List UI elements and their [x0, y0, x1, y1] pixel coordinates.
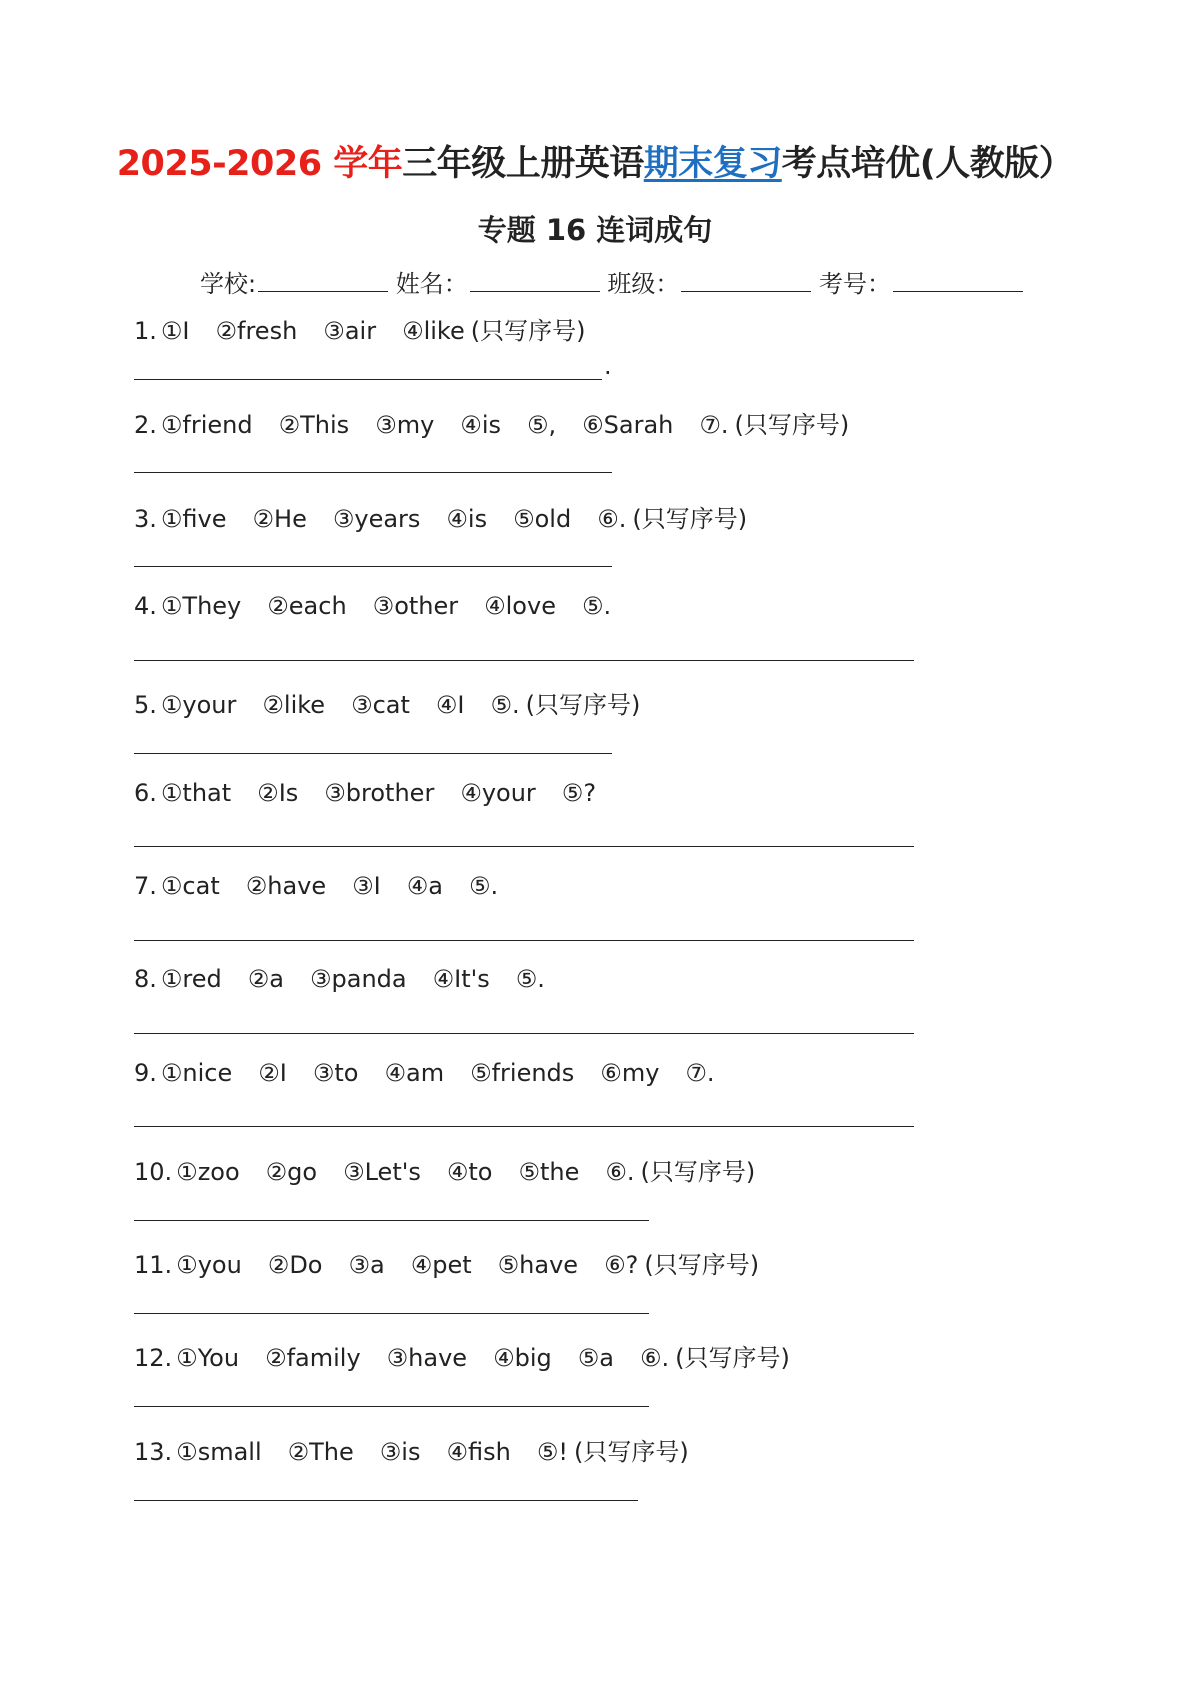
word-option: ①I [160, 317, 190, 345]
title-grade: 三年级上册英语 [402, 144, 644, 184]
instruction-note: (只写序号) [470, 317, 586, 345]
word-option: ③brother [324, 779, 435, 807]
word-option: ②He [252, 505, 307, 533]
question-12 [134, 1338, 790, 1373]
title-year: 2025-2026 学年 [116, 144, 403, 184]
word-option: ④big [493, 1344, 552, 1372]
word-option: ④to [446, 1158, 493, 1186]
word-option: ⑥? [604, 1251, 639, 1279]
answer-line[interactable] [134, 1126, 914, 1127]
word-option: ③have [386, 1344, 468, 1372]
instruction-note: (只写序号) [573, 1438, 689, 1466]
word-option: ⑤have [497, 1251, 579, 1279]
answer-line[interactable] [134, 1500, 638, 1501]
word-option: ①five [160, 505, 227, 533]
exam-number-label: 考号： [819, 270, 892, 298]
word-option: ⑤a [577, 1344, 614, 1372]
title-review-link[interactable]: 期末复习 [643, 144, 782, 184]
word-option: ②Do [267, 1251, 323, 1279]
word-option: ②This [278, 411, 350, 439]
word-option: ③to [312, 1059, 359, 1087]
word-option: ⑦. [699, 411, 729, 439]
word-option: ⑦. [685, 1059, 715, 1087]
word-option: ①You [176, 1344, 240, 1372]
word-option: ②The [287, 1438, 354, 1466]
word-option: ⑥my [600, 1059, 660, 1087]
word-option: ①you [176, 1251, 242, 1279]
answer-line[interactable] [134, 660, 914, 661]
question-3 [134, 499, 747, 534]
word-option: ②have [245, 872, 327, 900]
word-option: ②a [247, 965, 284, 993]
word-option: ④fish [446, 1438, 511, 1466]
question-number: 4. [134, 592, 157, 620]
word-option: ②each [267, 592, 347, 620]
question-number: 11. [134, 1251, 173, 1279]
word-option: ③cat [351, 691, 410, 719]
school-blank[interactable] [258, 271, 388, 292]
word-option: ③I [352, 872, 381, 900]
word-option: ③a [348, 1251, 385, 1279]
answer-line[interactable] [134, 566, 612, 567]
word-option: ②family [265, 1344, 361, 1372]
question-number: 13. [134, 1438, 173, 1466]
question-5 [134, 685, 640, 720]
word-option: ④I [435, 691, 465, 719]
word-option: ⑥Sarah [582, 411, 674, 439]
word-option: ③is [379, 1438, 421, 1466]
word-option: ⑤the [518, 1158, 580, 1186]
word-option: ①friend [160, 411, 253, 439]
answer-line[interactable] [134, 472, 612, 473]
answer-line[interactable] [134, 1033, 914, 1034]
word-option: ④It's [432, 965, 490, 993]
question-11 [134, 1245, 759, 1280]
word-option: ②fresh [215, 317, 298, 345]
word-option: ⑤. [468, 872, 499, 900]
question-number: 6. [134, 779, 157, 807]
question-9 [134, 1059, 737, 1087]
word-option: ⑤! [536, 1438, 568, 1466]
word-option: ④a [406, 872, 443, 900]
question-number: 12. [134, 1344, 173, 1372]
answer-line-period: . [604, 352, 612, 380]
question-4 [134, 592, 633, 620]
word-option: ⑤. [490, 691, 520, 719]
word-option: ①zoo [176, 1158, 240, 1186]
word-option: ④love [484, 592, 556, 620]
instruction-note: (只写序号) [734, 411, 850, 439]
question-1 [134, 311, 585, 346]
answer-line[interactable] [134, 846, 914, 847]
word-option: ④pet [410, 1251, 472, 1279]
word-option: ③my [375, 411, 435, 439]
word-option: ③air [323, 317, 377, 345]
word-option: ④is [460, 411, 501, 439]
exam-number-blank[interactable] [893, 271, 1023, 292]
page-title [0, 136, 1190, 186]
class-label: 班级： [607, 270, 680, 298]
word-option: ①They [160, 592, 242, 620]
word-option: ④your [460, 779, 536, 807]
question-number: 7. [134, 872, 157, 900]
question-10 [134, 1152, 755, 1187]
instruction-note: (只写序号) [640, 1158, 756, 1186]
word-option: ②like [262, 691, 326, 719]
word-option: ⑤. [581, 592, 612, 620]
word-option: ②I [258, 1059, 287, 1087]
question-6 [134, 779, 618, 807]
word-option: ④is [446, 505, 488, 533]
word-option: ②Is [257, 779, 299, 807]
question-number: 8. [134, 965, 157, 993]
instruction-note: (只写序号) [675, 1344, 790, 1372]
instruction-note: (只写序号) [632, 505, 748, 533]
title-edition: 考点培优(人教版） [781, 144, 1074, 184]
name-blank[interactable] [470, 271, 600, 292]
word-option: ②go [265, 1158, 318, 1186]
word-option: ④like [402, 317, 465, 345]
word-option: ①small [176, 1438, 262, 1466]
question-7 [134, 872, 520, 900]
question-number: 5. [134, 691, 157, 719]
question-2 [134, 405, 849, 440]
word-option: ①cat [160, 872, 220, 900]
word-option: ⑤, [526, 411, 557, 439]
word-option: ⑥. [605, 1158, 635, 1186]
answer-line[interactable] [134, 1313, 649, 1314]
word-option: ⑤? [561, 779, 597, 807]
answer-line[interactable] [134, 940, 914, 941]
answer-line[interactable] [134, 379, 602, 380]
question-number: 3. [134, 505, 157, 533]
instruction-note: (只写序号) [525, 691, 641, 719]
word-option: ④am [384, 1059, 445, 1087]
word-option: ③other [372, 592, 459, 620]
word-option: ①your [160, 691, 237, 719]
word-option: ③years [332, 505, 421, 533]
question-number: 1. [134, 317, 157, 345]
answer-line[interactable] [134, 753, 612, 754]
page-subtitle: 专题 16 连词成句 [477, 213, 713, 247]
question-8 [134, 965, 567, 993]
word-option: ⑥. [597, 505, 627, 533]
question-number: 2. [134, 411, 157, 439]
word-option: ⑤old [513, 505, 572, 533]
word-option: ③Let's [343, 1158, 421, 1186]
question-13 [134, 1432, 689, 1467]
word-option: ①that [160, 779, 232, 807]
question-number: 9. [134, 1059, 157, 1087]
question-number: 10. [134, 1158, 173, 1186]
word-option: ①red [160, 965, 222, 993]
school-label: 学校: [200, 270, 257, 298]
answer-line[interactable] [134, 1220, 649, 1221]
word-option: ⑤. [515, 965, 545, 993]
class-blank[interactable] [681, 271, 811, 292]
word-option: ⑥. [639, 1344, 670, 1372]
instruction-note: (只写序号) [644, 1251, 760, 1279]
name-label: 姓名： [395, 270, 468, 298]
word-option: ⑤friends [470, 1059, 575, 1087]
word-option: ①nice [160, 1059, 233, 1087]
word-option: ③panda [310, 965, 407, 993]
student-info-fields [200, 264, 1023, 299]
answer-line[interactable] [134, 1406, 649, 1407]
